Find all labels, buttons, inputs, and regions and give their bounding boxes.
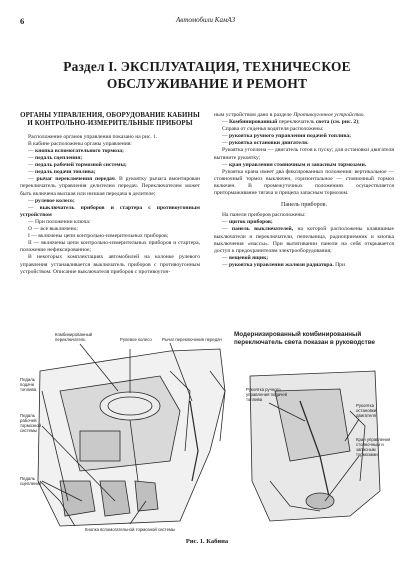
paragraph: Рукоятка крана имеет два фиксированных положения: вертикальное — стояночный тормоз выключен, горизонтальное — стояночный тормоз включен. В промежуточных положениях осуществляется притормаживание тягача и прицепа запасным тормозом. — [214, 168, 394, 197]
paragraph: В некоторых комплектациях автомобилей на колонке рулевого управления устанавливается выключатель приборов с противоугонным устройством. Описание выключателя приборов с противоугон- — [20, 254, 200, 275]
label-park-crane: Кран управления стояночным и запасным тормозами — [356, 437, 391, 457]
cabin-illustration — [20, 331, 394, 534]
right-column — [214, 112, 394, 269]
figure-caption: Рис. 1. Кабина — [185, 538, 229, 545]
section-title: Раздел I. ЭКСПЛУАТАЦИЯ, ТЕХНИЧЕСКОЕ ОБСЛУЖИВАНИЕ И РЕМОНТ — [63, 59, 351, 91]
label-modern-note: Модернизированный комбинированный переключатель света показан в руководстве — [234, 331, 376, 346]
list-item: — рукоятка управления жалюзи радиатора. При — [222, 261, 345, 268]
panel-heading: Панель приборов. — [281, 202, 327, 209]
cabin-figure — [20, 331, 394, 534]
label-gear-lever: Рычаг переключения передач — [162, 337, 222, 342]
paragraph: Расположение органов управления показано на рис. 1. — [28, 133, 158, 140]
label-brake-pedal: Педаль рабочей тормозной системы — [20, 413, 42, 433]
paragraph: На панели приборов расположены: — [222, 212, 306, 219]
list-item: — рулевое колесо; — [28, 197, 75, 204]
label-aux-brake: Кнопка вспомогательной тормозной системы — [85, 527, 176, 532]
list-item: — педаль сцепления; — [28, 155, 83, 162]
list-item: — рукоятка остановки двигателя. — [222, 140, 309, 147]
label-combo-switch: Комбинированный переключатель — [55, 332, 93, 342]
left-column — [20, 112, 200, 276]
paragraph: — При положении ключа: — [28, 218, 91, 225]
paragraph: ным устройством дано в разделе Противоугонное устройство. — [214, 112, 365, 118]
paragraph: I — включены цепи контрольно-измерительных приборов; — [28, 233, 169, 240]
list-item: — выключатель приборов и стартера с противоугонным устройством — [20, 204, 200, 218]
left-heading: ОРГАНЫ УПРАВЛЕНИЯ, ОБОРУДОВАНИЕ КАБИНЫ И КОНТРОЛЬНО-ИЗМЕРИТЕЛЬНЫЕ ПРИБОРЫ — [20, 112, 200, 128]
list-item: — педаль рабочей тормозной системы; — [28, 162, 127, 169]
paragraph: II — включены цепи контрольно-измерительных приборов и стартера, положение нефиксированное; — [20, 240, 200, 254]
list-item: — кнопка вспомогательного тормоза; — [28, 148, 124, 154]
list-item: — панель выключателей, на которой расположены клавишные выключатели и переключатели, пепельница, радиоприемник и кнопка выключения «массы». При вытягивании панели на себя открывается доступ к предохранителям электрооборудования; — [214, 226, 394, 254]
list-item: — педаль подачи топлива; — [28, 169, 96, 176]
paragraph: Справа от сиденья водителя расположены: — [222, 126, 324, 133]
running-head: Автомобили КамАЗ — [176, 16, 236, 24]
label-steering: Рулевое колесо — [120, 337, 152, 342]
label-stop-handle: Рукоятка остановки двигателя — [356, 403, 377, 418]
label-fuel-pedal: Педаль подачи топлива — [20, 377, 37, 392]
paragraph: Рукоятка утоплена — двигатель готов к пуску; для остановки двигателя вытяните рукоятку; — [214, 147, 394, 161]
list-item: — кран управления стояночным и запасным тормозами. — [222, 161, 367, 168]
label-clutch-pedal: Педаль сцепления — [20, 476, 42, 486]
page-number: 6 — [20, 16, 25, 26]
paragraph: O — все выключено; — [28, 226, 78, 233]
list-item: — Комбинированный переключатель света (см. рис. 2); — [222, 119, 360, 126]
list-item: — щиток приборов; — [222, 219, 273, 226]
label-manual-fuel: Рукоятка ручного управления подачей топлива — [246, 387, 288, 402]
list-item: — вещевой ящик; — [222, 254, 269, 261]
paragraph: В кабине расположены органы управления: — [28, 140, 132, 147]
list-item: — рукоятка ручного управления подачей топлива; — [222, 133, 352, 140]
list-item: — рычаг переключения передач. В рукоятку рычага вмонтирован переключатель управления делителем передач. Переключателем может быть включена высшая или низшая передача в делителе; — [20, 176, 200, 197]
